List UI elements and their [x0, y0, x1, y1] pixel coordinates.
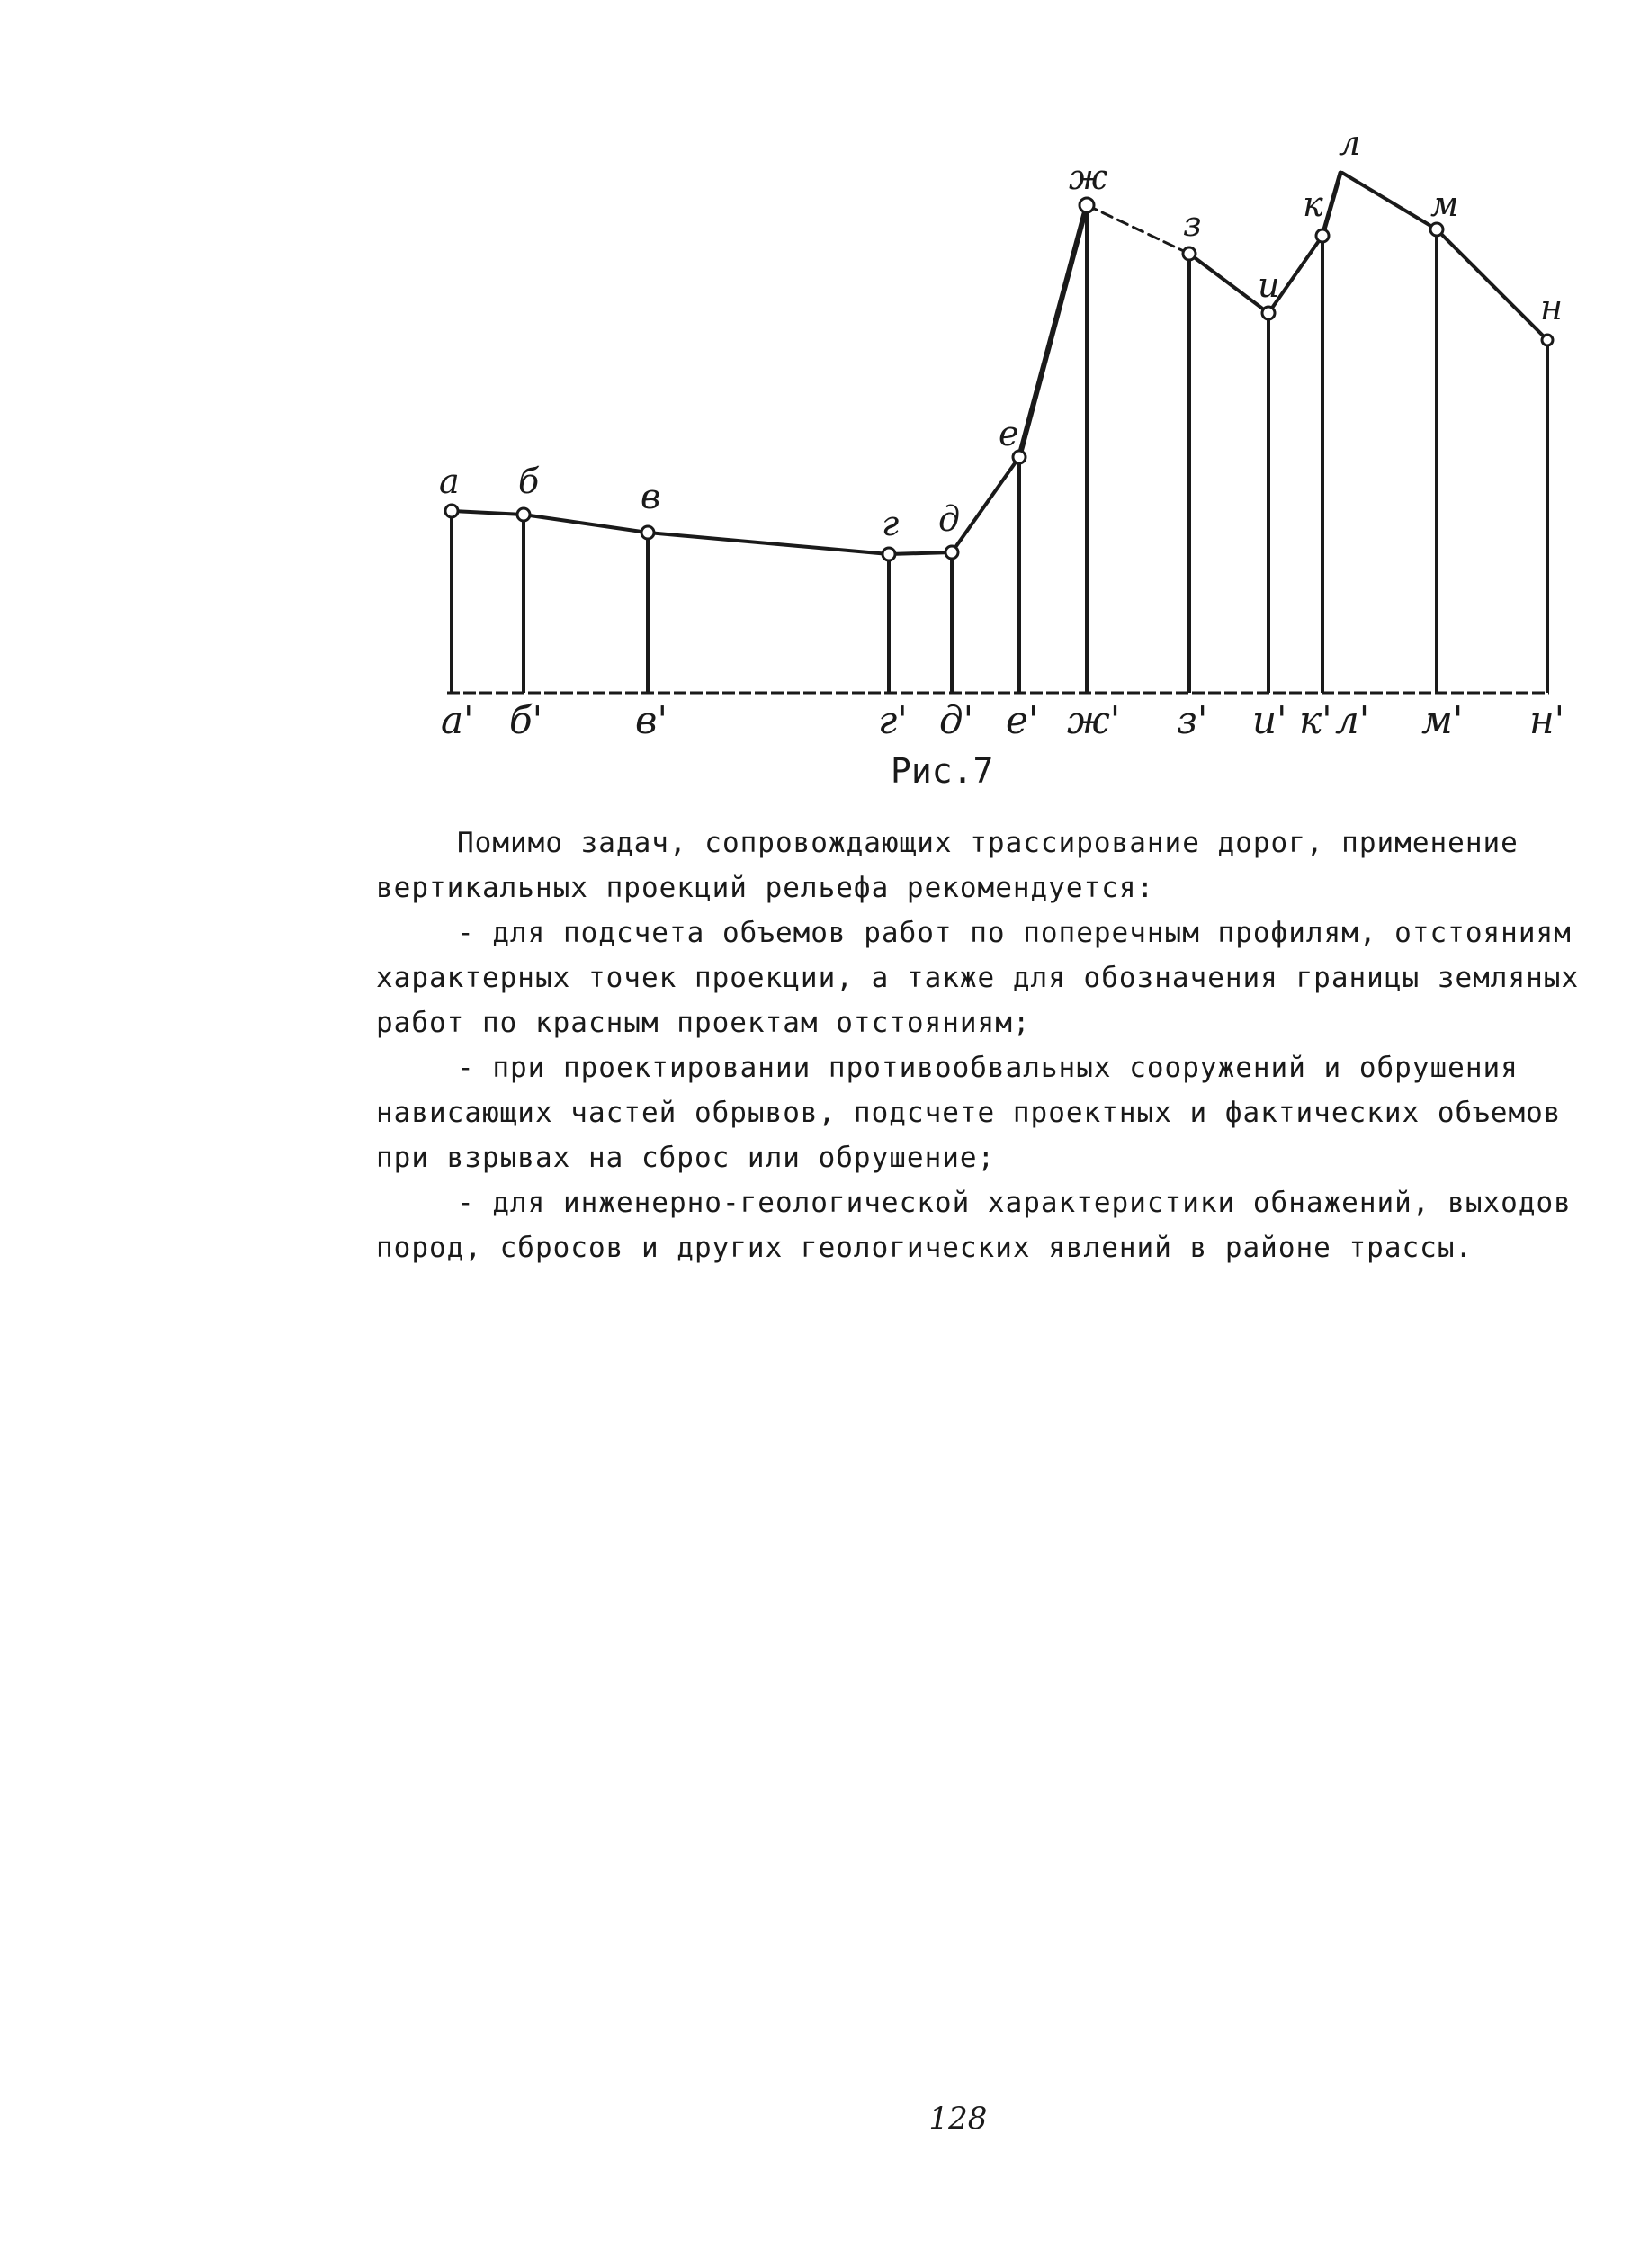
profile-point-i — [1262, 307, 1275, 319]
base-label-v: в' — [635, 698, 668, 742]
base-label-e: е' — [1006, 698, 1039, 742]
list-item: - при проектировании противообвальных сооружений и обрушения нависающих частей обрывов, подсчете проектных и фактических объемов при взрывах на сброс или обрушение; — [376, 1052, 1562, 1174]
profile-segment-a-to-zh — [452, 205, 1087, 554]
base-label-g: г' — [878, 698, 908, 742]
top-label-m: м — [1430, 184, 1459, 224]
top-label-g: г — [882, 504, 900, 543]
profile-point-a — [445, 505, 458, 517]
recommendation-list — [376, 910, 1609, 1270]
profile-line — [452, 173, 1547, 554]
top-label-z: з — [1183, 204, 1202, 244]
base-label-m: м' — [1421, 698, 1464, 742]
profile-point-b — [517, 508, 530, 521]
profile-point-n — [1542, 335, 1553, 345]
top-label-v: в — [641, 477, 661, 516]
list-item: - для подсчета объемов работ по поперечным профилям, отстояниям характерных точек проекции, а также для обозначения границы земляных работ по красным проектам отстояниям; — [376, 917, 1580, 1039]
profile-point-k — [1316, 229, 1329, 242]
profile-point-g — [883, 548, 895, 560]
profile-segment-zh-z — [1087, 205, 1189, 254]
profile-point-zh — [1080, 198, 1094, 212]
top-label-n: н — [1540, 288, 1564, 327]
top-label-i: и — [1258, 265, 1280, 305]
base-label-zh: ж' — [1067, 698, 1121, 742]
top-label-l: л — [1339, 123, 1361, 163]
base-label-n: н' — [1529, 698, 1565, 742]
base-labels — [441, 698, 1564, 742]
base-label-k: к' — [1299, 698, 1332, 742]
base-label-a: а' — [441, 698, 474, 742]
base-label-i: и' — [1252, 698, 1287, 742]
profile-point-d — [945, 546, 958, 559]
figure-caption: Рис.7 — [891, 751, 994, 791]
profile-segment-z-to-k — [1189, 236, 1322, 313]
profile-point-v — [641, 526, 654, 539]
base-label-z: з' — [1177, 698, 1208, 742]
terrain-profile-diagram — [0, 0, 1649, 810]
intro-text: Помимо задач, сопровождающих трассирование дорог, применение вертикальных проекций рельефа рекомендуется: — [376, 827, 1519, 904]
base-label-b: б' — [509, 698, 543, 742]
profile-point-m — [1430, 223, 1443, 236]
top-label-a: а — [439, 462, 460, 501]
page-number: 128 — [928, 2101, 988, 2137]
top-label-zh: ж — [1069, 157, 1108, 197]
profile-point-z — [1183, 247, 1196, 260]
top-label-b: б — [518, 462, 540, 501]
profile-points — [445, 198, 1553, 560]
base-label-d: д' — [939, 698, 974, 742]
top-label-k: к — [1303, 184, 1323, 224]
base-label-l: л' — [1335, 698, 1370, 742]
list-item: - для инженерно-геологической характеристики обнажений, выходов пород, сбросов и других геологических явлений в районе трассы. — [376, 1187, 1572, 1264]
top-label-d: д — [938, 499, 961, 539]
top-label-e: е — [999, 414, 1019, 453]
profile-segment-k-l — [1322, 173, 1340, 236]
profile-slope-e-zh-thick — [1019, 205, 1087, 457]
intro-paragraph — [376, 820, 1609, 910]
